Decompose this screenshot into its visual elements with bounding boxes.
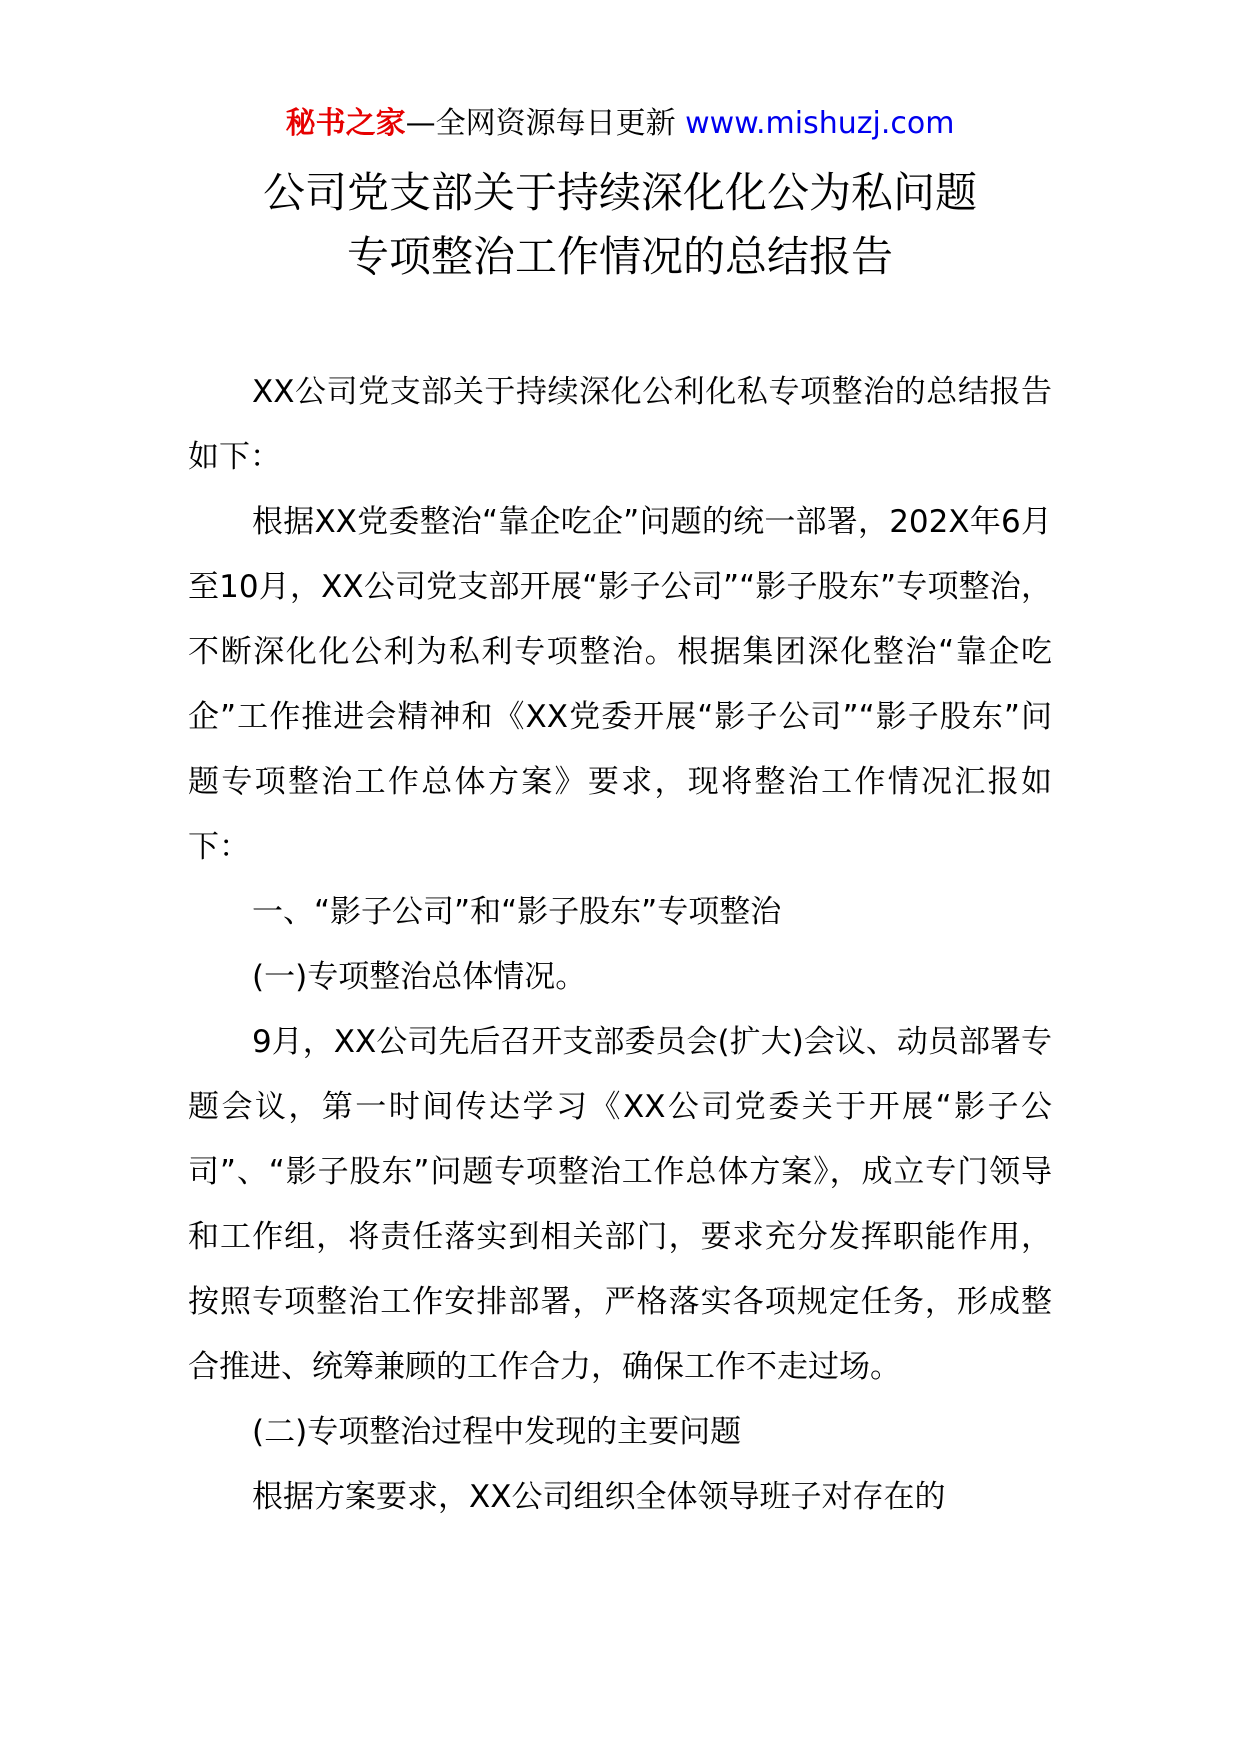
paragraph-background: 根据XX党委整治“靠企吃企”问题的统一部署，202X年6月至10月，XX公司党支部开展“影子公司”“影子股东”专项整治，不断深化化公利为私利专项整治。根据集团深化整治“靠企吃企”工作推进会精神和《XX党委开展“影子公司”“影子股东”问题专项整治工作总体方案》要求，现将整治工作情况汇报如下：	[188, 504, 1052, 865]
paragraph-intro: XX公司党支部关于持续深化公利化私专项整治的总结报告如下：	[188, 374, 1052, 475]
paragraph-overview: 9月，XX公司先后召开支部委员会(扩大)会议、动员部署专题会议，第一时间传达学习《XX公司党委关于开展“影子公司”、“影子股东”问题专项整治工作总体方案》，成立专门领导和工作组，将责任落实到相关部门，要求充分发挥职能作用，按照专项整治工作安排部署，严格落实各项规定任务，形成整合推进、统筹兼顾的工作合力，确保工作不走过场。	[188, 1024, 1052, 1385]
site-url-link[interactable]: www.mishuzj.com	[685, 106, 955, 141]
section-heading-1: 一、“影子公司”和“影子股东”专项整治	[252, 894, 782, 930]
subsection-heading-2: (二)专项整治过程中发现的主要问题	[252, 1414, 742, 1450]
document-title-line-2: 专项整治工作情况的总结报告	[346, 232, 893, 281]
paragraph-problems: 根据方案要求，XX公司组织全体领导班子对存在的	[252, 1479, 946, 1515]
site-brand: 秘书之家	[285, 106, 406, 141]
site-banner	[0, 104, 1240, 144]
subsection-heading-1: (一)专项整治总体情况。	[252, 959, 587, 995]
site-slogan: —全网资源每日更新	[405, 106, 686, 141]
document-title-line-1: 公司党支部关于持续深化化公为私问题	[262, 168, 977, 217]
document-body	[188, 360, 1052, 1530]
